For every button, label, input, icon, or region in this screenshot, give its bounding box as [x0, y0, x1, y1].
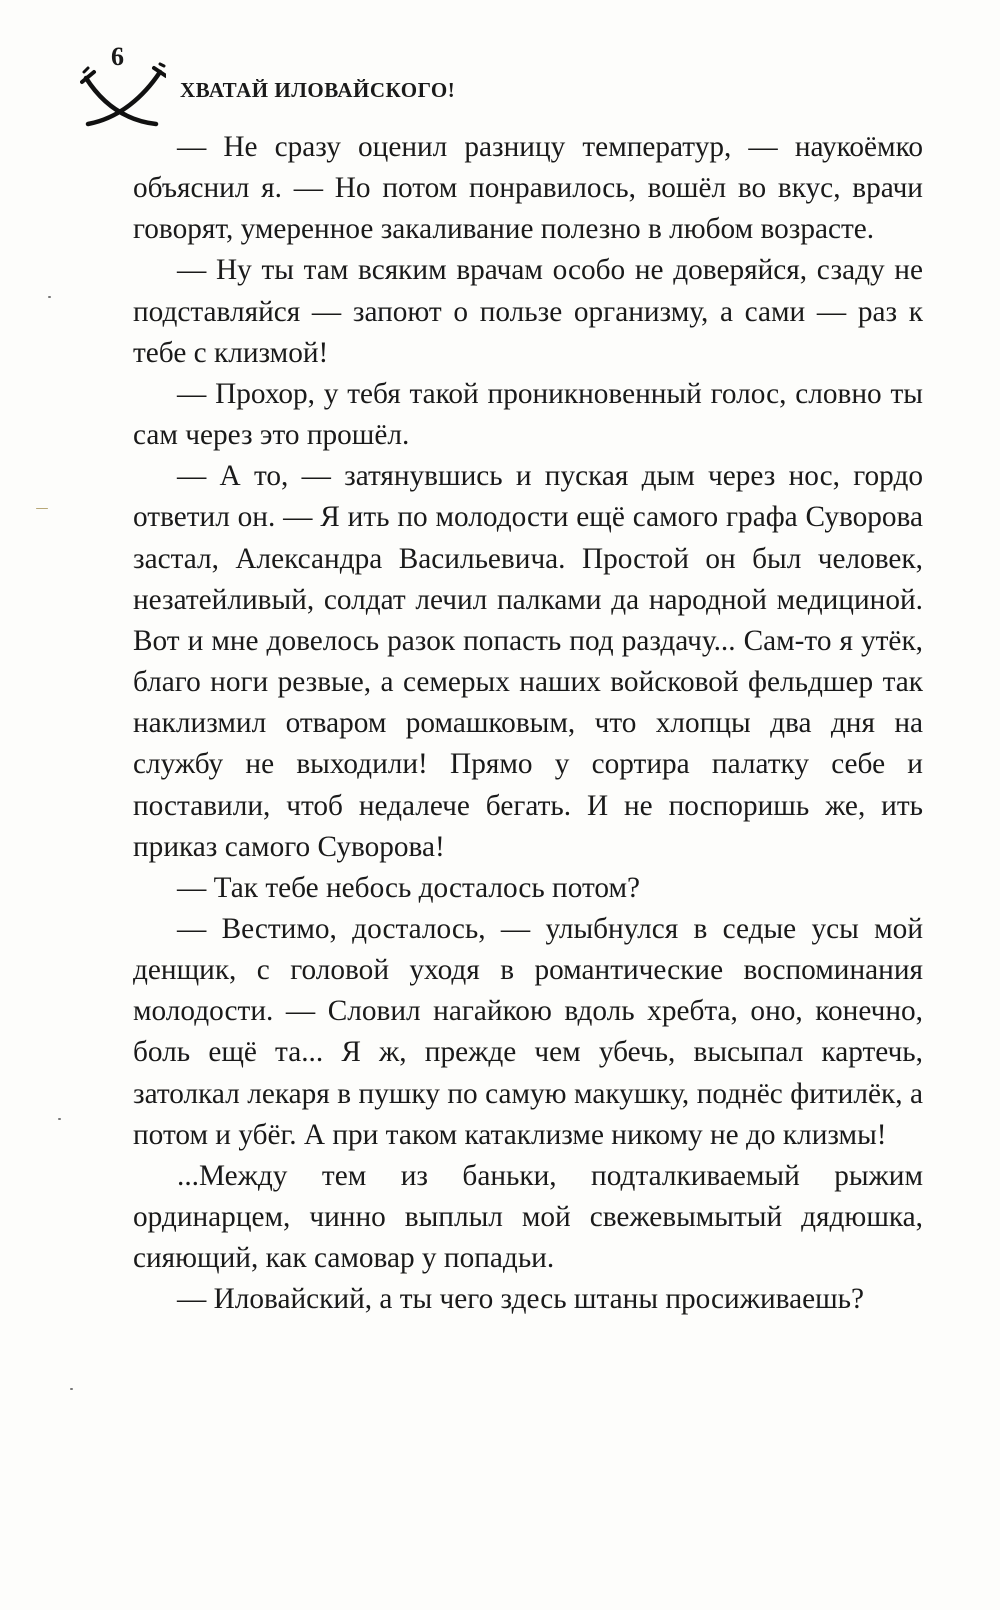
scan-speck: [36, 508, 48, 509]
paragraph-4: — А то, — затянувшись и пуская дым через нос, гордо ответил он. — Я ить по молодости ещё самого графа Суворова застал, Александра Васильевича. Простой он был человек, незатейливый, солдат лечил палками да народной медициной. Вот и мне довелось разок попасть под раздачу... Сам-то я утёк, благо ноги резвые, а семерых наших войсковой фельдшер так наклизмил отваром ромашковым, что хлопцы два дня на службу не выходили! Прямо у сортира палатку себе и поставили, чтоб недалече бегать. И не поспоришь же, ить приказ самого Суворова!: [133, 460, 923, 863]
scan-speck: [70, 1388, 73, 1390]
scan-speck: [48, 296, 51, 298]
paragraph-1: — Не сразу оценил разницу температур, — наукоёмко объяснил я. — Но потом понравилось, вошёл во вкус, врачи говорят, умеренное закаливание полезно в любом возрасте.: [133, 131, 923, 246]
scan-speck: [58, 1118, 61, 1120]
paragraph-3: — Прохор, у тебя такой проникновенный голос, словно ты сам через это прошёл.: [133, 377, 923, 452]
crossed-sabers-icon: [80, 62, 166, 132]
page-number: 6: [111, 42, 124, 71]
paragraph-5: — Так тебе небось досталось потом?: [177, 871, 641, 904]
paragraph-7: ...Между тем из баньки, подталкиваемый рыжим ординарцем, чинно выплыл мой свежевымытый дядюшка, сияющий, как самовар у попадьи.: [133, 1159, 923, 1275]
paragraph-6: — Вестимо, досталось, — улыбнулся в седые усы мой денщик, с головой уходя в романтические воспоминания молодости. — Словил нагайкою вдоль хребта, оно, конечно, боль ещё та... Я ж, прежде чем убечь, высыпал картечь, затолкал лекаря в пушку по самую макушку, поднёс фитилёк, а потом и убёг. А при таком катаклизме никому не до клизмы!: [133, 912, 923, 1151]
paragraph-8: — Иловайский, а ты чего здесь штаны просиживаешь?: [177, 1283, 865, 1316]
body-text: [133, 127, 923, 1321]
paragraph-2: — Ну ты там всяким врачам особо не доверяйся, сзаду не подставляйся — запоют о пользе организму, а сами — раз к тебе с клизмой!: [133, 254, 923, 369]
page-header: [80, 42, 920, 132]
running-title: ХВАТАЙ ИЛОВАЙСКОГО!: [180, 78, 456, 102]
